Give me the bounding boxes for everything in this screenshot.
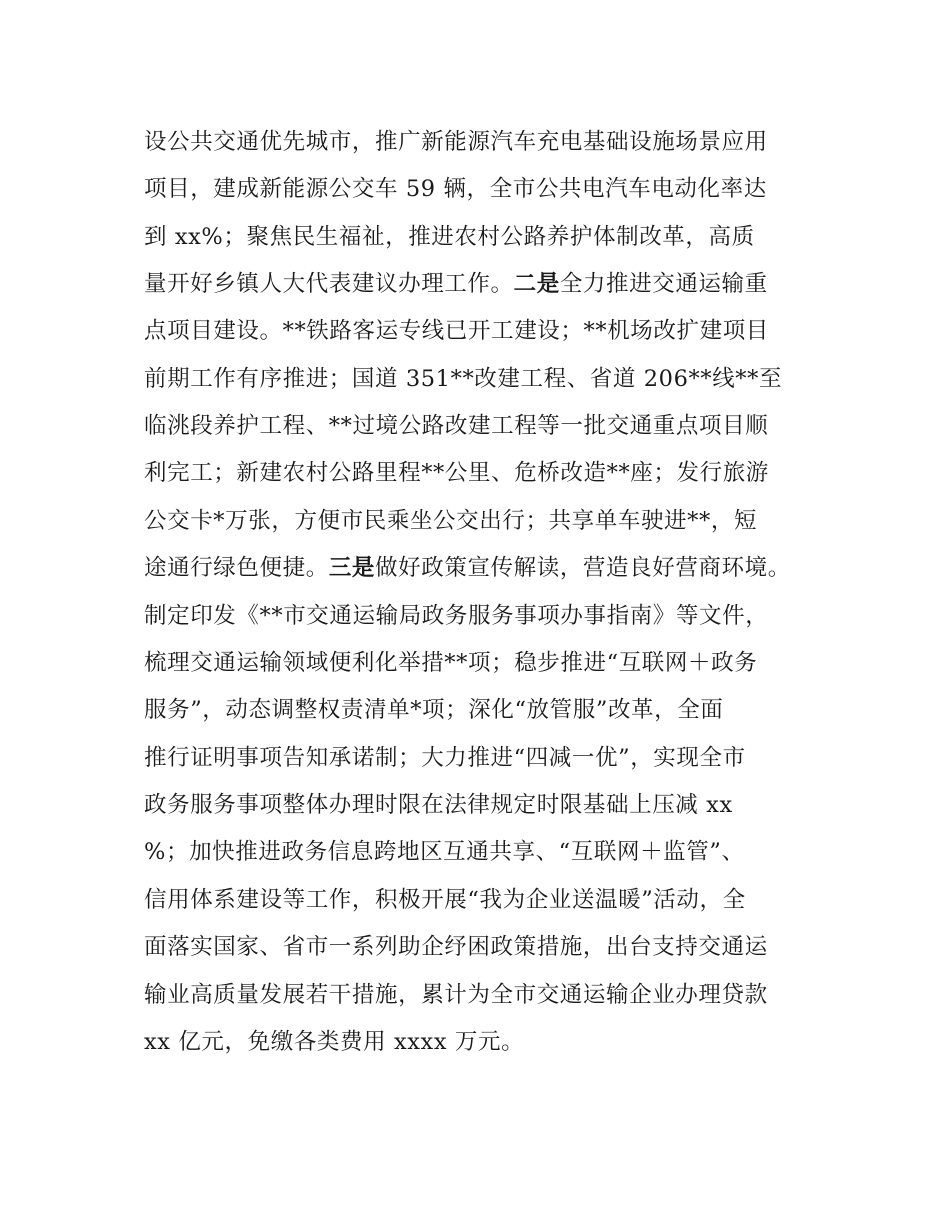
- text-segment: 全力推进交通运输重: [559, 271, 768, 297]
- text-line: xx 亿元，免缴各类费用 xxxx 万元。: [144, 1029, 525, 1055]
- text-line: 服务”，动态调整权责清单*项；深化“放管服”改革，全面: [144, 697, 724, 723]
- text-segment: 量开好乡镇人大代表建议办理工作。: [144, 271, 514, 297]
- text-line: 面落实国家、省市一系列助企纾困政策措施，出台支持交通运: [144, 934, 768, 960]
- text-line: 推行证明事项告知承诺制；大力推进“四减一优”，实现全市: [144, 745, 746, 771]
- text-line: 前期工作有序推进；国道 351**改建工程、省道 206**线**至: [144, 366, 783, 392]
- text-line: 到 xx%；聚焦民生福祉，推进农村公路养护体制改革，高质: [144, 224, 755, 250]
- text-line: %；加快推进政务信息跨地区互通共享、“互联网＋监管”、: [144, 839, 745, 865]
- bold-heading: 二是: [513, 271, 560, 297]
- text-line: 输业高质量发展若干措施，累计为全市交通运输企业办理贷款: [144, 982, 768, 1008]
- text-line: 项目，建成新能源公交车 59 辆，全市公共电汽车电动化率达: [144, 176, 767, 202]
- text-line: 公交卡*万张，方便市民乘坐公交出行；共享单车驶进**，短: [144, 508, 758, 534]
- text-line: 梳理交通运输领域便利化举措**项；稳步推进“互联网＋政务: [144, 650, 758, 676]
- text-line: 政务服务事项整体办理时限在法律规定时限基础上压减 xx: [144, 792, 733, 818]
- text-line: 信用体系建设等工作，积极开展“我为企业送温暖”活动，全: [144, 887, 746, 913]
- text-line: 制定印发《**市交通运输局政务服务事项办事指南》等文件，: [144, 603, 769, 629]
- bold-heading: 三是: [328, 555, 376, 581]
- text-line: 点项目建设。**铁路客运专线已开工建设；**机场改扩建项目: [144, 318, 769, 344]
- text-line: [144, 553, 791, 583]
- text-line: [144, 269, 768, 299]
- text-line: 设公共交通优先城市，推广新能源汽车充电基础设施场景应用: [144, 129, 768, 155]
- text-line: 临洮段养护工程、**过境公路改建工程等一批交通重点项目顺: [144, 413, 769, 439]
- text-line: 利完工；新建农村公路里程**公里、危桥改造**座；发行旅游: [144, 460, 769, 486]
- text-segment: 途通行绿色便捷。: [144, 555, 329, 581]
- text-segment: 做好政策宣传解读，营造良好营商环境。: [375, 555, 791, 581]
